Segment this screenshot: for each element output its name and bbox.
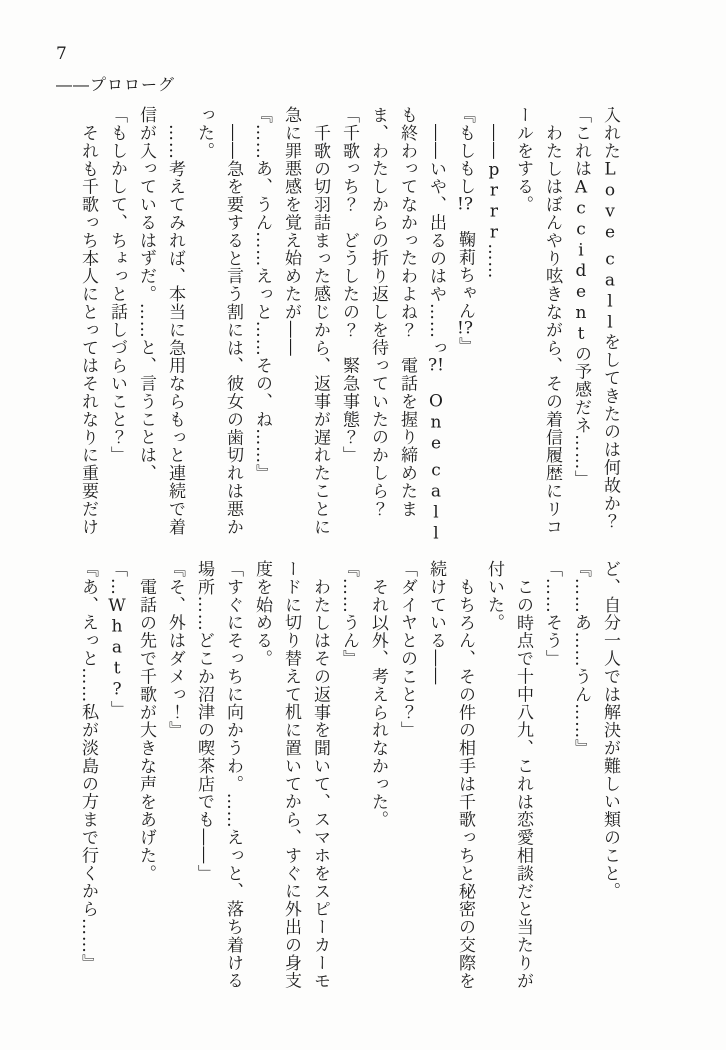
text-block-bottom [68, 560, 624, 1012]
text-line: 『……あ……うん……』 [571, 560, 591, 757]
text-line: わたしはぼんやり呟きながら、その着信履歴にリコ [542, 124, 562, 536]
text-line: 『もしもし!? 鞠莉ちゃん!?』 [455, 106, 475, 355]
upright-latin: Love [600, 159, 620, 244]
text-line: ールをする。 [513, 106, 533, 214]
upright-latin: ? [107, 679, 127, 701]
combined-punctuation: !? [457, 319, 473, 337]
text-line: もちろん、その件の相手は千歌っちと秘密の交際を [455, 578, 475, 990]
text-line: 「すぐにそっちに向かうわ。……えっと、落ち着ける [223, 560, 243, 990]
text-line: 「千歌っち？ どうしたの？ 緊急事態？」 [339, 106, 359, 464]
text-line: 急に罪悪感を覚え始めたが―― [281, 106, 301, 357]
text-line: ――急を要すると言う割には、彼女の歯切れは悪か [223, 124, 243, 536]
combined-punctuation: !? [457, 195, 473, 213]
upright-latin: call [600, 249, 620, 334]
upright-latin: Accident [571, 177, 591, 345]
text-line: ードに切り替えて机に置いてから、すぐに外出の身支 [281, 560, 301, 990]
text-line: も終わってなかったわよね？ 電話を握り締めたま [397, 106, 417, 518]
upright-latin: prrr [484, 159, 504, 244]
text-line: それ以外、考えられなかった。 [368, 578, 388, 829]
text-line: 「これはAccidentの予感だネ……」 [571, 106, 591, 489]
text-line: 千歌の切羽詰まった感じから、返事が遅れたことに [310, 124, 330, 536]
text-line: 場所……どこか沼津の喫茶店でも――」 [194, 560, 214, 883]
text-line: 入れたLove callをしてきたのは何故か？ [600, 106, 620, 531]
upright-latin: What [107, 595, 127, 680]
text-line: 『あ、えっと……私が淡島の方まで行くから……』 [78, 560, 98, 972]
text-line: 度を始める。 [252, 560, 272, 668]
text-line: ――いや、出るのはや……っ?! One call [426, 124, 446, 545]
text-line: 信が入っているはずだ。……と、言うことは、 [136, 106, 156, 482]
text-line: この時点で十中八九、これは恋愛相談だと当たりが [513, 578, 533, 990]
text-line: わたしはその返事を聞いて、スマホをスピーカーモ [310, 578, 330, 990]
upright-latin: One [426, 391, 446, 455]
upright-latin: call [426, 460, 446, 545]
text-line: 「…What?」 [107, 560, 127, 719]
page-header [56, 44, 175, 95]
text-line: それも千歌っち本人にとってはそれなりに重要だけ [78, 124, 98, 536]
text-line: ど、自分一人では解決が難しい類のこと。 [600, 560, 620, 901]
text-line: 「……そう」 [542, 560, 562, 668]
text-line: 『……あ、うん……えっと……その、ね……』 [252, 106, 272, 482]
page-number: 7 [56, 44, 68, 64]
combined-punctuation: ?! [428, 356, 444, 374]
text-line: 電話の先で千歌が大きな声をあげた。 [136, 578, 156, 883]
text-line: 『……うん』 [339, 560, 359, 668]
text-block-top [68, 106, 624, 558]
chapter-title: ――プロローグ [56, 75, 176, 94]
text-line: 「ダイヤとのこと？」 [397, 560, 417, 739]
text-line: 付いた。 [484, 560, 504, 632]
text-line: 『そ、外はダメっ！』 [165, 560, 185, 739]
text-line: 「もしかして、ちょっと話しづらいこと？」 [107, 106, 127, 464]
text-line: 続けている―― [426, 560, 446, 686]
text-line: ……考えてみれば、本当に急用ならもっと連続で着 [165, 124, 185, 536]
text-line: ――prrr…… [484, 124, 504, 280]
text-line: った。 [194, 106, 214, 160]
text-line: ま、わたしからの折り返しを待っていたのかしら？ [368, 106, 388, 518]
